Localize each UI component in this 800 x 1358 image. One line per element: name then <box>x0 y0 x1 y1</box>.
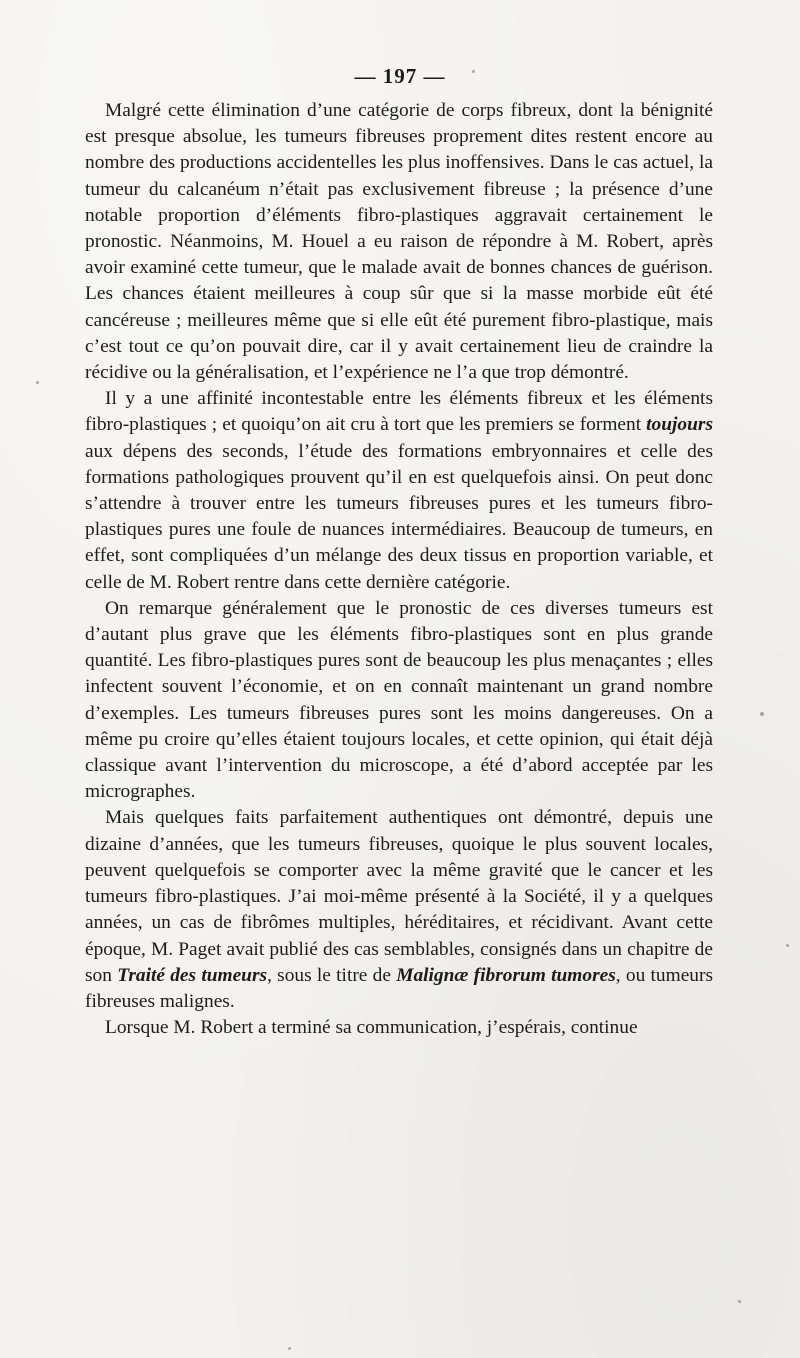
scan-speck <box>786 944 789 947</box>
paragraph-2-text-a: Il y a une affinité incontestable entre les éléments fibreux et les éléments fibro-plastiques ; et quoiqu’on ait cru à tort que les premiers se forment <box>85 388 713 436</box>
scan-speck <box>472 70 475 73</box>
scan-speck <box>760 712 764 716</box>
scan-speck <box>288 1347 291 1350</box>
paragraph-5 <box>85 1015 713 1041</box>
italic-traite-des-tumeurs: Traité des tumeurs <box>117 964 268 986</box>
paragraph-1 <box>85 98 713 386</box>
body-text <box>85 98 713 1041</box>
paragraph-3 <box>85 596 713 806</box>
scan-speck <box>738 1300 741 1303</box>
paragraph-3-text: On remarque généralement que le pronostic de ces diverses tumeurs est d’autant plus grave que les éléments fibro-plastiques sont en plus grande quantité. Les fibro-plastiques pures sont de beaucoup les plus menaçantes ; elles infectent souvent l’économie, et on en connaît maintenant un grand nombre d’exemples. Les tumeurs fibreuses pures sont les moins dangereuses. On a même pu croire qu’elles étaient toujours locales, et cette opinion, qui était déjà classique avant l’intervention du microscope, a été d’abord acceptée par les micrographes. <box>85 597 713 803</box>
paragraph-1-text: Malgré cette élimination d’une catégorie de corps fibreux, dont la bénignité est presque absolue, les tumeurs fibreuses proprement dites restent encore au nombre des productions accidentelles les plus inoffensives. Dans le cas actuel, la tumeur du calcanéum n’était pas exclusivement fibreuse ; la présence d’une notable proportion d’éléments fibro-plastiques aggravait certainement le pronostic. Néanmoins, M. Houel a eu raison de répondre à M. Robert, après avoir examiné cette tumeur, que le malade avait de bonnes chances de guérison. Les chances étaient meilleures à coup sûr que si la masse morbide eût été cancéreuse ; meilleures même que si elle eût été purement fibro-plastique, mais c’est tout ce qu’on pouvait dire, car il y avait certainement lieu de craindre la récidive ou la généralisation, et l’expérience ne l’a que trop démontré. <box>85 100 713 384</box>
italic-toujours: toujours <box>646 414 713 436</box>
paragraph-2 <box>85 386 713 596</box>
paragraph-2-text-b: aux dépens des seconds, l’étude des formations embryonnaires et celle des formations pathologiques prouvent qu’il en est quelquefois ainsi. On peut donc s’attendre à trouver entre les tumeurs fibreuses pures et les tumeurs fibro-plastiques pures une foule de nuances intermédiaires. Beaucoup de tumeurs, en effet, sont compliquées d’un mélange des deux tissus en proportion variable, et celle de M. Robert rentre dans cette dernière catégorie. <box>85 440 713 593</box>
scan-speck <box>36 381 39 384</box>
paragraph-4-text-b: , sous le titre de <box>267 964 397 986</box>
paragraph-4 <box>85 805 713 1015</box>
page-number: — 197 — <box>354 64 446 88</box>
paragraph-4-text-c: , ou tumeurs fibreuses malignes. <box>85 964 714 1012</box>
italic-malignae-fibrorum-tumores: Malignæ fibrorum tumores <box>396 964 616 986</box>
paragraph-4-text-a: Mais quelques faits parfaitement authentiques ont démontré, depuis une dizaine d’années, que les tumeurs fibreuses, quoique le plus souvent locales, peuvent quelquefois se comporter avec la même gravité que le cancer et les tumeurs fibro-plastiques. J’ai moi-même présenté à la Société, il y a quelques années, un cas de fibrômes multiples, héréditaires, et récidivant. Avant cette époque, M. Paget avait publié des cas semblables, consignés dans un chapitre de son <box>85 807 713 986</box>
paragraph-5-text: Lorsque M. Robert a terminé sa communication, j’espérais, continue <box>105 1017 638 1039</box>
